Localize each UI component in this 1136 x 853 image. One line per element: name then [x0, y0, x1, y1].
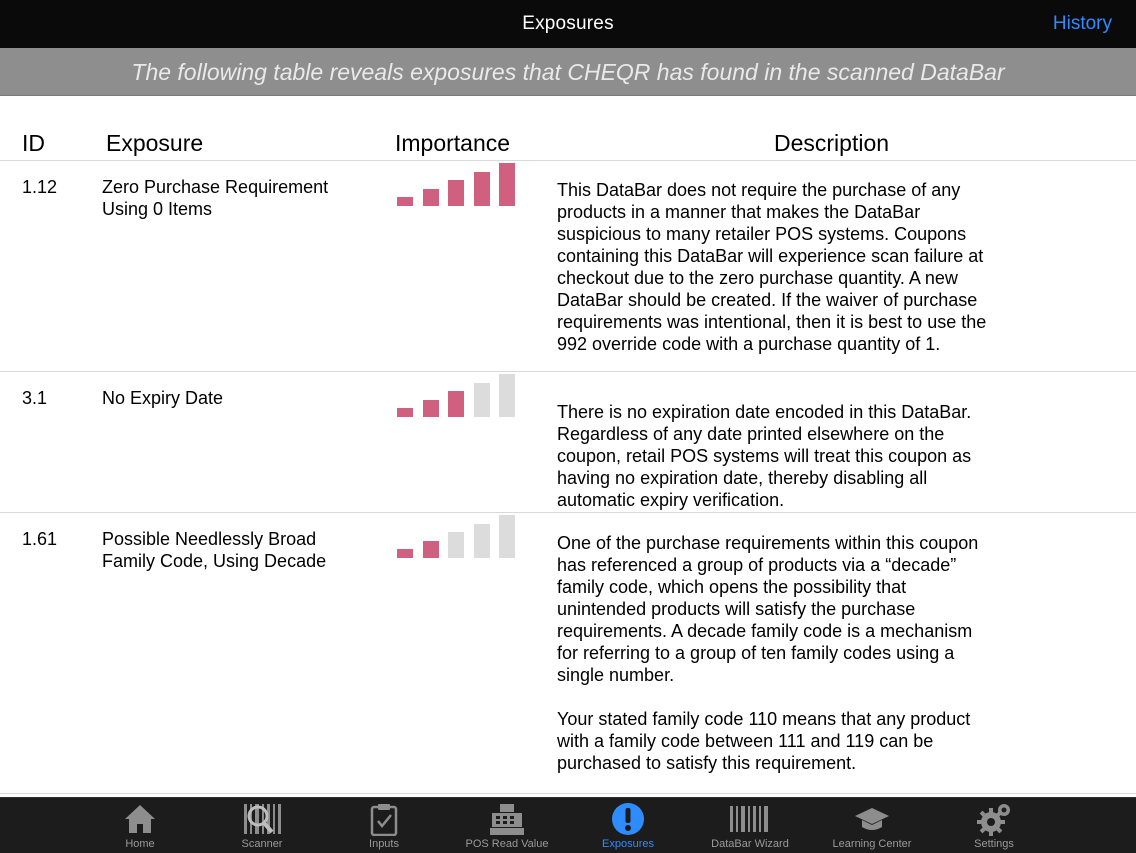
- importance-bar: [423, 400, 439, 417]
- history-button[interactable]: History: [1052, 13, 1112, 34]
- barcode-icon: [689, 802, 811, 836]
- row-divider: [0, 793, 1136, 794]
- tab-label: Exposures: [602, 838, 654, 850]
- row-description: This DataBar does not require the purchase of any products in a manner that makes the DataBar suspicious to many retailer POS systems. Coupons containing this DataBar will experience scan failure at checkout due to the zero purchase quantity. A new DataBar should be created. If the waiver of purchase requirements was intentional, then it is best to use the 992 override code with a purchase quantity of 1.: [557, 180, 987, 354]
- tab-scanner[interactable]: [201, 798, 323, 853]
- row-exposure: No Expiry Date: [102, 388, 224, 408]
- importance-bar: [499, 374, 515, 417]
- importance-bar: [448, 180, 464, 206]
- importance-bar: [448, 532, 464, 558]
- tab-label: Settings: [974, 838, 1014, 850]
- importance-bar: [423, 541, 439, 558]
- tab-label: DataBar Wizard: [711, 838, 789, 850]
- importance-bar: [448, 391, 464, 417]
- row-id: 1.12: [22, 177, 58, 197]
- importance-bar: [499, 515, 515, 558]
- tab-label: Home: [125, 838, 155, 850]
- header-exposure: Exposure: [106, 130, 204, 156]
- tab-bar: [0, 797, 1136, 853]
- importance-meter: [397, 514, 519, 558]
- tab-label: Learning Center: [832, 838, 912, 850]
- importance-bar: [397, 408, 413, 417]
- tab-inputs[interactable]: [323, 798, 445, 853]
- tab-databar-wizard[interactable]: [689, 798, 811, 853]
- importance-bar: [423, 189, 439, 206]
- header-divider: [0, 160, 1136, 161]
- row-divider: [0, 512, 1136, 513]
- header-id: ID: [22, 130, 45, 156]
- home-icon: [79, 802, 201, 836]
- tab-label: Inputs: [369, 838, 399, 850]
- tab-label: POS Read Value: [465, 838, 549, 850]
- importance-bar: [499, 163, 515, 206]
- page-title: Exposures: [522, 13, 614, 34]
- importance-bar: [397, 197, 413, 206]
- nav-bar: [0, 0, 1136, 48]
- tab-settings[interactable]: [933, 798, 1055, 853]
- scanner-icon: [201, 802, 323, 836]
- importance-bar: [474, 524, 490, 558]
- exclamation-icon: [567, 802, 689, 836]
- banner-text: The following table reveals exposures that CHEQR has found in the scanned DataBar: [131, 59, 1005, 85]
- tab-pos-read-value[interactable]: [446, 798, 568, 853]
- tab-learning-center[interactable]: [811, 798, 933, 853]
- importance-meter: [397, 373, 519, 417]
- row-id: 3.1: [22, 388, 48, 408]
- row-exposure: Zero Purchase Requirement Using 0 Items: [102, 177, 329, 219]
- row-divider: [0, 371, 1136, 372]
- clipboard-icon: [323, 802, 445, 836]
- gear-icon: [933, 802, 1055, 836]
- row-exposure: Possible Needlessly Broad Family Code, Using Decade: [102, 529, 327, 571]
- importance-meter: [397, 162, 519, 206]
- importance-bar: [474, 172, 490, 206]
- tab-home[interactable]: [79, 798, 201, 853]
- header-description: Description: [774, 130, 890, 156]
- info-banner: [0, 48, 1136, 96]
- importance-bar: [397, 549, 413, 558]
- importance-bar: [474, 383, 490, 417]
- graduation-cap-icon: [811, 802, 933, 836]
- row-id: 1.61: [22, 529, 58, 549]
- row-description: One of the purchase requirements within this coupon has referenced a group of products via a “decade” family code, which opens the possibility that unintended products will satisfy the purchase requirements. A decade family code is a mechanism for referring to a group of ten family codes using a single number. Your stated family code 110 means that any product with a family code between 111 and 119 can be purchased to satisfy this requirement.: [557, 533, 979, 773]
- tab-label: Scanner: [241, 838, 283, 850]
- row-description: There is no expiration date encoded in this DataBar. Regardless of any date printed elsewhere on the coupon, retail POS systems will treat this coupon as having no expiration date, thereby disabling all automatic expiry verification.: [557, 402, 972, 510]
- tab-exposures[interactable]: [567, 798, 689, 853]
- register-icon: [446, 802, 568, 836]
- header-importance: Importance: [395, 130, 511, 156]
